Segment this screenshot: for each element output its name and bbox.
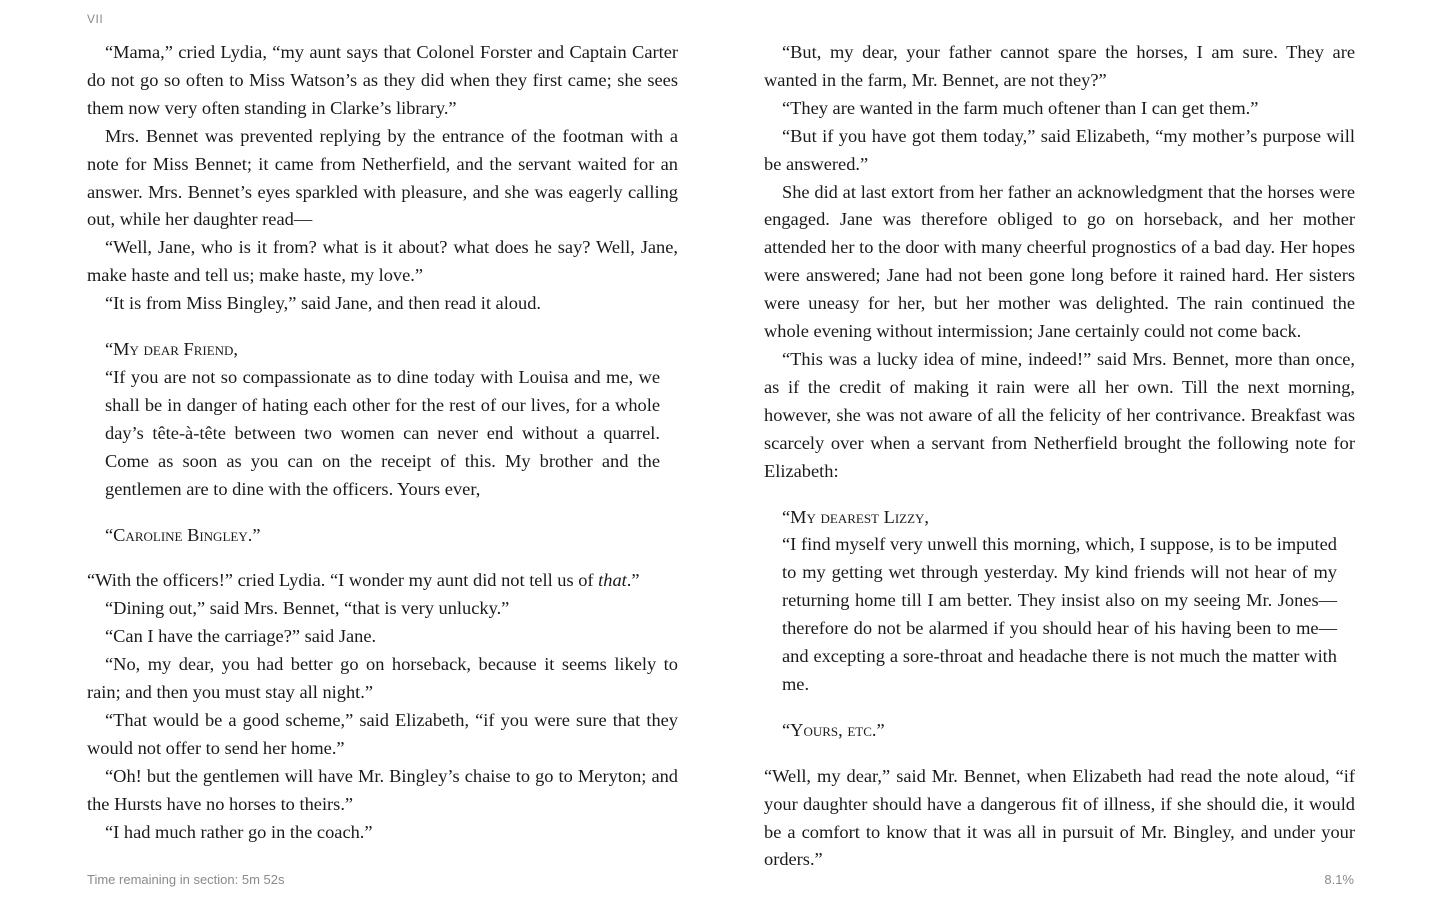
- paragraph: “It is from Miss Bingley,” said Jane, and then read it aloud.: [105, 293, 541, 314]
- emphasis: that: [598, 570, 627, 591]
- paragraph: She did at last extort from her father an acknowledgment that the horses were engaged. Jane was therefore obliged to go on horseback, and her mother attended her to the door with many cheerful prognostics of a bad day. Her hopes were answered; Jane had not been gone long before it rained hard. Her sisters were uneasy for her, but her mother was delighted. The rain continued the whole evening without intermission; Jane certainly could not come back.: [764, 181, 1355, 342]
- paragraph: “Oh! but the gentlemen will have Mr. Bingley’s chaise to go to Meryton; and the Hursts have no horses to theirs.”: [87, 765, 678, 814]
- letter-salutation: “My dear Friend,: [105, 339, 239, 360]
- letter-body: “I find myself very unwell this morning, which, I suppose, is to be imputed to my getting wet through yesterday. My kind friends will not hear of my returning home till I am better. They insist also on my seeing Mr. Jones—therefore do not be alarmed if you should hear of his having been to me—and excepting a sore-throat and headache there is not much the matter with me.: [782, 534, 1337, 694]
- paragraph: “Dining out,” said Mrs. Bennet, “that is very unlucky.”: [105, 598, 510, 619]
- chapter-number: VII: [87, 12, 104, 26]
- paragraph: “But, my dear, your father cannot spare the horses, I am sure. They are wanted in the farm, Mr. Bennet, are not they?”: [764, 42, 1355, 90]
- letter-salutation: “My dearest Lizzy,: [782, 506, 930, 527]
- letter-block: [105, 336, 660, 549]
- text-run: “With the officers!” cried Lydia. “I wonder my aunt did not tell us of: [87, 570, 599, 591]
- paragraph: [87, 567, 678, 595]
- paragraph: “That would be a good scheme,” said Elizabeth, “if you were sure that they would not offer to send her home.”: [87, 709, 678, 758]
- paragraph: “I had much rather go in the coach.”: [105, 821, 373, 842]
- letter-signature: “Yours, etc.”: [782, 719, 885, 740]
- letter-body: “If you are not so compassionate as to dine today with Louisa and me, we shall be in danger of hating each other for the rest of our lives, for a whole day’s tête-à-tête between two women can never end without a quarrel. Come as soon as you can on the receipt of this. My brother and the gentlemen are to dine with the officers. Yours ever,: [105, 366, 660, 499]
- letter-block: [782, 504, 1337, 745]
- paragraph: “This was a lucky idea of mine, indeed!” said Mrs. Bennet, more than once, as if the credit of making it rain were all her own. Till the next morning, however, she was not aware of all the felicity of her contrivance. Breakfast was scarcely over when a servant from Netherfield brought the following note for Elizabeth:: [764, 348, 1355, 481]
- paragraph: “Can I have the carriage?” said Jane.: [105, 626, 377, 647]
- paragraph: “Mama,” cried Lydia, “my aunt says that Colonel Forster and Captain Carter do not go so often to Miss Watson’s as they did when they first came; she sees them now very often standing in Clarke’s library.”: [87, 42, 678, 118]
- paragraph: “But if you have got them today,” said Elizabeth, “my mother’s purpose will be answered.”: [764, 125, 1355, 174]
- reading-progress: 8.1%: [1324, 872, 1354, 887]
- paragraph: “Well, my dear,” said Mr. Bennet, when Elizabeth had read the note aloud, “if your daughter should have a dangerous fit of illness, if she should die, it would be a comfort to know that it was all in pursuit of Mr. Bingley, and under your orders.”: [764, 765, 1355, 870]
- time-remaining-label: Time remaining in section: 5m 52s: [87, 872, 285, 887]
- paragraph: “No, my dear, you had better go on horseback, because it seems likely to rain; and then you must stay all night.”: [87, 654, 678, 703]
- paragraph: “Well, Jane, who is it from? what is it about? what does he say? Well, Jane, make haste and tell us; make haste, my love.”: [87, 237, 678, 286]
- paragraph: Mrs. Bennet was prevented replying by the entrance of the footman with a note for Miss Bennet; it came from Netherfield, and the servant waited for an answer. Mrs. Bennet’s eyes sparkled with pleasure, and she was eagerly calling out, while her daughter read—: [87, 125, 678, 230]
- page-right: [764, 39, 1355, 874]
- page-left: [87, 39, 678, 846]
- text-run: .”: [626, 570, 640, 591]
- paragraph: “They are wanted in the farm much oftener than I can get them.”: [782, 97, 1259, 118]
- letter-signature: “Caroline Bingley.”: [105, 524, 261, 545]
